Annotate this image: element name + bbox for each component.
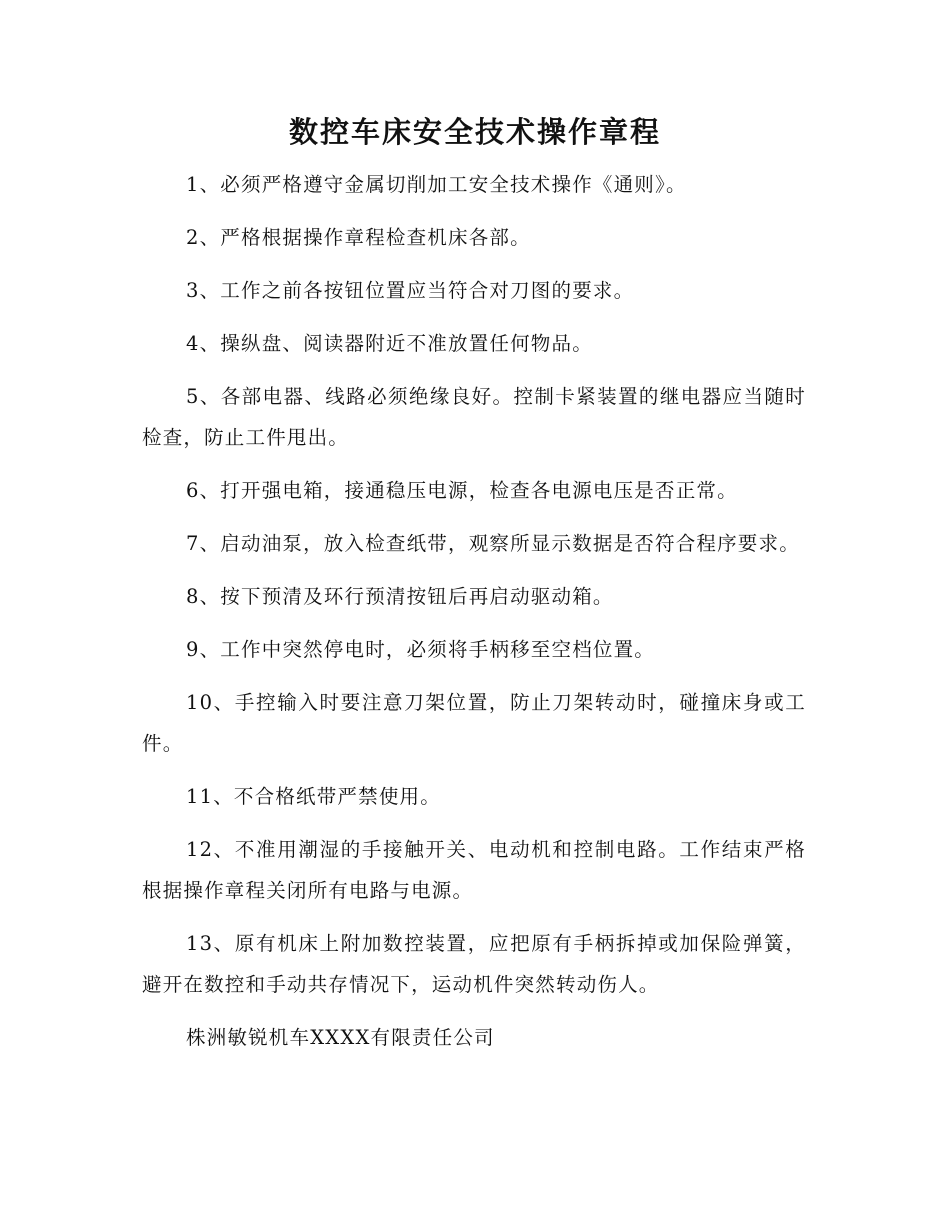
paragraph-4: 4、操纵盘、阅读器附近不准放置任何物品。	[186, 332, 593, 355]
document-body	[142, 164, 806, 1058]
paragraph-7: 7、启动油泵，放入检查纸带，观察所显示数据是否符合程序要求。	[186, 532, 800, 555]
document-title: 数控车床安全技术操作章程	[288, 115, 661, 149]
paragraph-11: 11、不合格纸带严禁使用。	[186, 785, 441, 808]
paragraph-2: 2、严格根据操作章程检查机床各部。	[186, 226, 531, 249]
paragraph-5: 5、各部电器、线路必须绝缘良好。控制卡紧装置的继电器应当随时检查，防止工件甩出。	[142, 385, 806, 449]
paragraph-6: 6、打开强电箱，接通稳压电源，检查各电源电压是否正常。	[186, 479, 738, 502]
paragraph-3: 3、工作之前各按钮位置应当符合对刀图的要求。	[186, 279, 635, 302]
company-name: 株洲敏锐机车XXXX有限责任公司	[186, 1026, 495, 1049]
paragraph-8: 8、按下预清及环行预清按钮后再启动驱动箱。	[186, 585, 614, 608]
paragraph-10: 10、手控输入时要注意刀架位置，防止刀架转动时，碰撞床身或工件。	[142, 691, 806, 755]
paragraph-1: 1、必须严格遵守金属切削加工安全技术操作《通则》。	[186, 173, 687, 196]
paragraph-9: 9、工作中突然停电时，必须将手柄移至空档位置。	[186, 638, 656, 661]
paragraph-12: 12、不准用潮湿的手接触开关、电动机和控制电路。工作结束严格根据操作章程关闭所有电路与电源。	[142, 838, 806, 902]
paragraph-13: 13、原有机床上附加数控装置，应把原有手柄拆掉或加保险弹簧，避开在数控和手动共存情况下，运动机件突然转动伤人。	[142, 932, 806, 996]
